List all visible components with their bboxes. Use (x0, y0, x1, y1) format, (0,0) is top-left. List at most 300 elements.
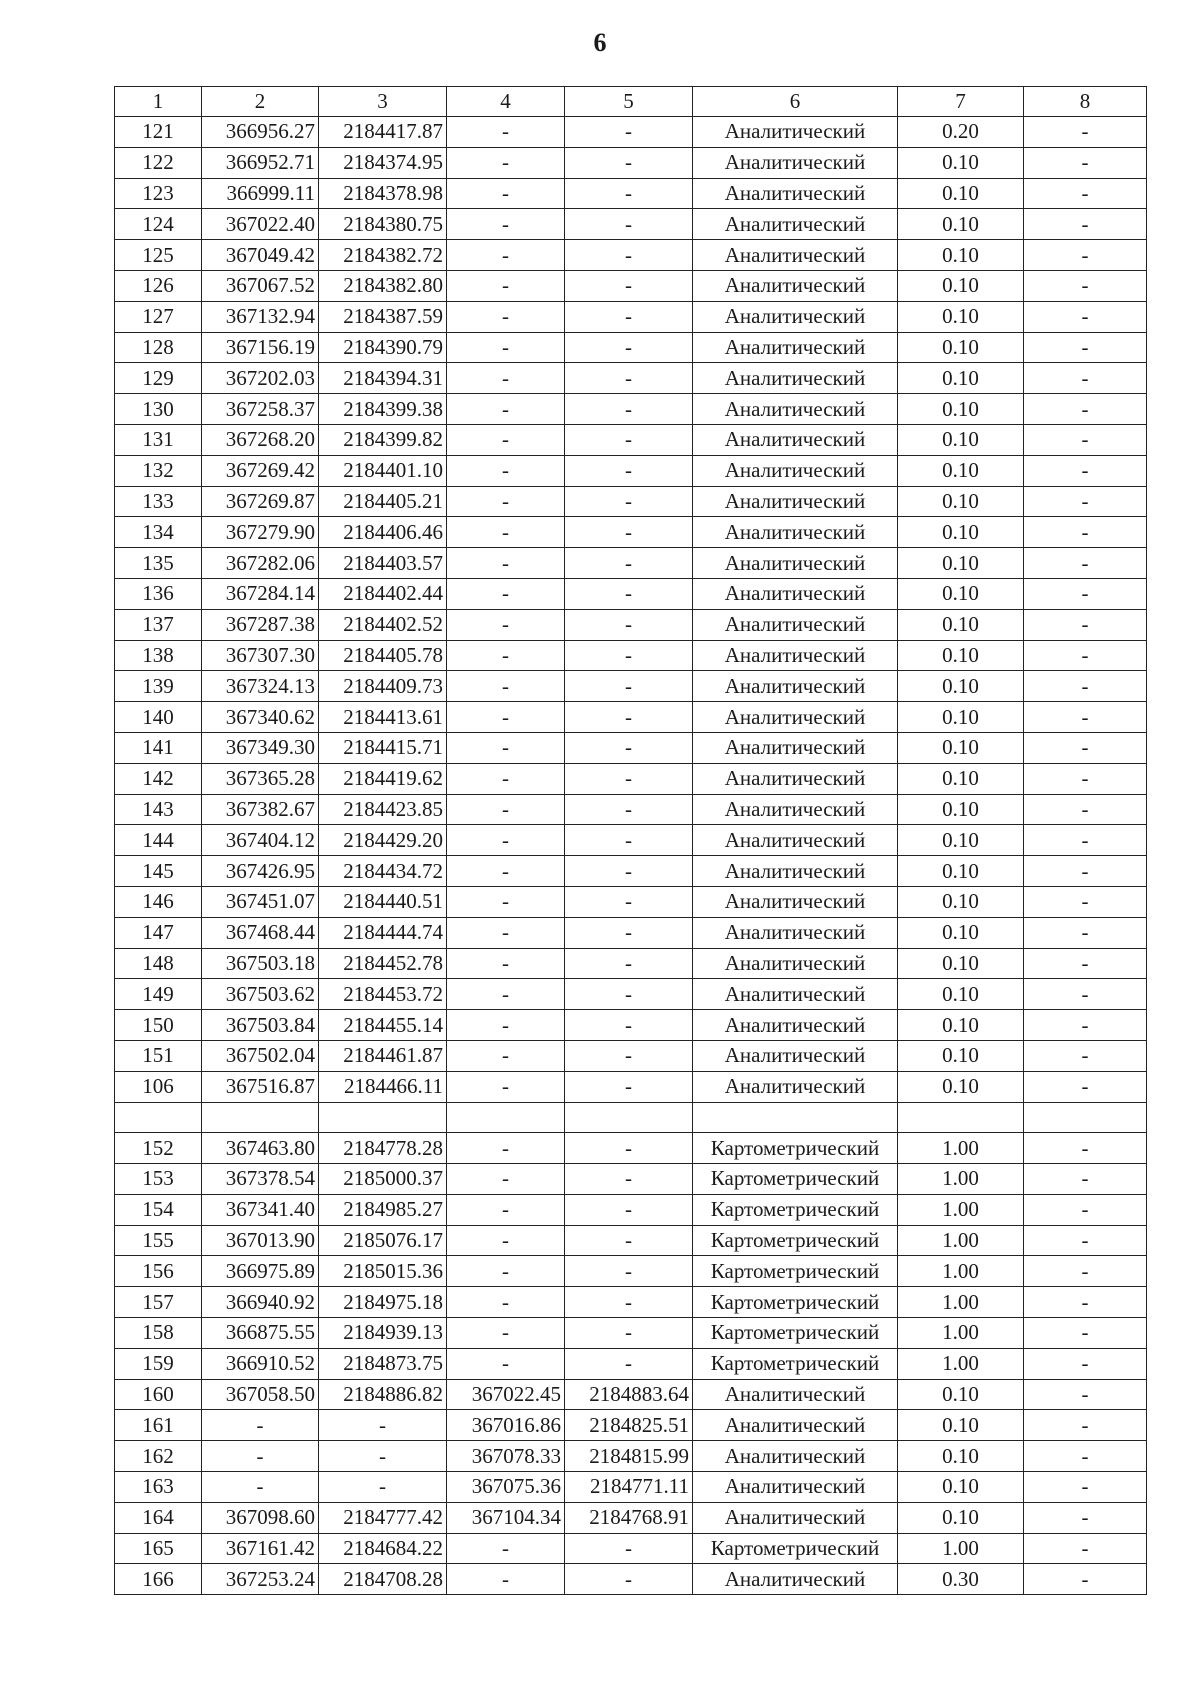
point-number-cell: 140 (115, 702, 202, 733)
table-row (115, 1410, 1147, 1441)
x-coordinate-cell: 367279.90 (202, 517, 319, 548)
x-new-cell: - (447, 270, 565, 301)
point-number-cell: 129 (115, 363, 202, 394)
method-cell: Аналитический (693, 825, 898, 856)
x-coordinate-cell: 367349.30 (202, 732, 319, 763)
method-cell: Аналитический (693, 578, 898, 609)
x-coordinate-cell: 366875.55 (202, 1318, 319, 1349)
coordinates-table-container (114, 86, 1146, 1595)
x-coordinate-cell: - (202, 1410, 319, 1441)
x-new-cell: - (447, 1194, 565, 1225)
y-new-cell: - (565, 1040, 693, 1071)
y-new-cell: - (565, 763, 693, 794)
point-number-cell: 151 (115, 1040, 202, 1071)
table-row (115, 886, 1147, 917)
method-cell: Аналитический (693, 178, 898, 209)
x-new-cell: - (447, 1164, 565, 1195)
y-coordinate-cell: 2184417.87 (319, 117, 447, 148)
x-new-cell: - (447, 948, 565, 979)
x-new-cell: - (447, 1071, 565, 1102)
method-cell: Аналитический (693, 1010, 898, 1041)
y-coordinate-cell: 2184390.79 (319, 332, 447, 363)
accuracy-cell: 0.10 (898, 455, 1024, 486)
y-coordinate-cell: 2184939.13 (319, 1318, 447, 1349)
method-cell: Аналитический (693, 671, 898, 702)
x-new-cell: - (447, 763, 565, 794)
y-new-cell: - (565, 702, 693, 733)
x-coordinate-cell: 367098.60 (202, 1502, 319, 1533)
point-number-cell: 142 (115, 763, 202, 794)
point-number-cell: 165 (115, 1533, 202, 1564)
y-new-cell: - (565, 424, 693, 455)
accuracy-cell: 0.10 (898, 1441, 1024, 1472)
x-new-cell: - (447, 671, 565, 702)
point-number-cell: 146 (115, 886, 202, 917)
method-cell: Аналитический (693, 1410, 898, 1441)
table-row (115, 147, 1147, 178)
table-row (115, 856, 1147, 887)
y-coordinate-cell: 2184399.38 (319, 394, 447, 425)
table-body (115, 117, 1147, 1595)
y-new-cell: - (565, 178, 693, 209)
method-cell: Аналитический (693, 363, 898, 394)
note-cell: - (1024, 1533, 1147, 1564)
accuracy-cell: 0.10 (898, 486, 1024, 517)
y-new-cell: 2184768.91 (565, 1502, 693, 1533)
table-row (115, 1287, 1147, 1318)
table-row (115, 1441, 1147, 1472)
accuracy-cell: 0.10 (898, 732, 1024, 763)
x-new-cell: - (447, 517, 565, 548)
y-coordinate-cell: 2184453.72 (319, 979, 447, 1010)
table-row (115, 763, 1147, 794)
x-new-cell: - (447, 332, 565, 363)
x-new-cell: - (447, 856, 565, 887)
table-row (115, 363, 1147, 394)
accuracy-cell: 0.30 (898, 1564, 1024, 1595)
note-cell: - (1024, 517, 1147, 548)
point-number-cell: 137 (115, 609, 202, 640)
x-coordinate-cell: 367253.24 (202, 1564, 319, 1595)
method-cell: Картометрический (693, 1318, 898, 1349)
note-cell: - (1024, 1256, 1147, 1287)
accuracy-cell: 0.10 (898, 332, 1024, 363)
note-cell: - (1024, 578, 1147, 609)
table-row (115, 1379, 1147, 1410)
table-row (115, 1318, 1147, 1349)
accuracy-cell: 0.10 (898, 1379, 1024, 1410)
x-coordinate-cell: 367378.54 (202, 1164, 319, 1195)
note-cell: - (1024, 332, 1147, 363)
method-cell: Аналитический (693, 301, 898, 332)
accuracy-cell: 0.10 (898, 1410, 1024, 1441)
y-coordinate-cell: 2184409.73 (319, 671, 447, 702)
x-new-cell: - (447, 147, 565, 178)
y-coordinate-cell: 2184444.74 (319, 917, 447, 948)
x-coordinate-cell: 367067.52 (202, 270, 319, 301)
y-new-cell: - (565, 917, 693, 948)
note-cell: - (1024, 1472, 1147, 1503)
method-cell: Аналитический (693, 1040, 898, 1071)
column-header: 2 (202, 87, 319, 117)
accuracy-cell: 0.10 (898, 702, 1024, 733)
method-cell: Аналитический (693, 1502, 898, 1533)
method-cell: Картометрический (693, 1287, 898, 1318)
table-row (115, 609, 1147, 640)
accuracy-cell: 1.00 (898, 1225, 1024, 1256)
note-cell: - (1024, 671, 1147, 702)
y-coordinate-cell: 2184985.27 (319, 1194, 447, 1225)
table-row (115, 1472, 1147, 1503)
table-row (115, 394, 1147, 425)
table-row (115, 1348, 1147, 1379)
point-number-cell (115, 1102, 202, 1133)
table-row (115, 825, 1147, 856)
y-new-cell: 2184883.64 (565, 1379, 693, 1410)
method-cell: Аналитический (693, 609, 898, 640)
method-cell: Аналитический (693, 270, 898, 301)
point-number-cell: 128 (115, 332, 202, 363)
table-row (115, 1194, 1147, 1225)
point-number-cell: 145 (115, 856, 202, 887)
table-row (115, 1225, 1147, 1256)
x-coordinate-cell: 366910.52 (202, 1348, 319, 1379)
accuracy-cell: 0.10 (898, 825, 1024, 856)
accuracy-cell: 0.10 (898, 763, 1024, 794)
note-cell: - (1024, 794, 1147, 825)
table-row (115, 917, 1147, 948)
point-number-cell: 130 (115, 394, 202, 425)
note-cell: - (1024, 1010, 1147, 1041)
x-new-cell: - (447, 240, 565, 271)
y-new-cell: - (565, 1318, 693, 1349)
table-row (115, 1010, 1147, 1041)
y-coordinate-cell: 2184777.42 (319, 1502, 447, 1533)
y-coordinate-cell: 2184440.51 (319, 886, 447, 917)
x-new-cell: - (447, 178, 565, 209)
point-number-cell: 123 (115, 178, 202, 209)
x-coordinate-cell: - (202, 1441, 319, 1472)
table-row (115, 209, 1147, 240)
method-cell: Аналитический (693, 486, 898, 517)
note-cell: - (1024, 455, 1147, 486)
point-number-cell: 141 (115, 732, 202, 763)
y-coordinate-cell: 2184975.18 (319, 1287, 447, 1318)
point-number-cell: 124 (115, 209, 202, 240)
note-cell: - (1024, 732, 1147, 763)
table-row (115, 424, 1147, 455)
y-new-cell: - (565, 1256, 693, 1287)
note-cell: - (1024, 886, 1147, 917)
x-new-cell: - (447, 825, 565, 856)
y-coordinate-cell: 2185015.36 (319, 1256, 447, 1287)
column-header: 4 (447, 87, 565, 117)
table-row (115, 948, 1147, 979)
y-coordinate-cell: 2184405.78 (319, 640, 447, 671)
x-new-cell: - (447, 209, 565, 240)
x-coordinate-cell: 367404.12 (202, 825, 319, 856)
x-coordinate-cell: 367502.04 (202, 1040, 319, 1071)
method-cell: Аналитический (693, 732, 898, 763)
accuracy-cell: 0.10 (898, 671, 1024, 702)
accuracy-cell: 0.10 (898, 394, 1024, 425)
y-new-cell: - (565, 609, 693, 640)
table-row (115, 117, 1147, 148)
x-new-cell: - (447, 424, 565, 455)
point-number-cell: 126 (115, 270, 202, 301)
note-cell: - (1024, 178, 1147, 209)
point-number-cell: 139 (115, 671, 202, 702)
table-row (115, 640, 1147, 671)
y-coordinate-cell: 2184403.57 (319, 548, 447, 579)
x-new-cell: - (447, 363, 565, 394)
accuracy-cell: 0.10 (898, 609, 1024, 640)
note-cell: - (1024, 486, 1147, 517)
point-number-cell: 155 (115, 1225, 202, 1256)
x-coordinate-cell: 367058.50 (202, 1379, 319, 1410)
table-row (115, 671, 1147, 702)
note-cell: - (1024, 948, 1147, 979)
table-row (115, 270, 1147, 301)
x-new-cell: - (447, 1010, 565, 1041)
accuracy-cell: 0.10 (898, 147, 1024, 178)
x-coordinate-cell: 367202.03 (202, 363, 319, 394)
x-new-cell: - (447, 1287, 565, 1318)
y-coordinate-cell: 2184886.82 (319, 1379, 447, 1410)
point-number-cell: 131 (115, 424, 202, 455)
y-new-cell: 2184771.11 (565, 1472, 693, 1503)
accuracy-cell: 0.10 (898, 1502, 1024, 1533)
column-header: 7 (898, 87, 1024, 117)
x-new-cell: 367078.33 (447, 1441, 565, 1472)
y-new-cell: - (565, 301, 693, 332)
y-new-cell: - (565, 332, 693, 363)
method-cell: Аналитический (693, 1441, 898, 1472)
y-coordinate-cell: 2184402.52 (319, 609, 447, 640)
accuracy-cell: 1.00 (898, 1318, 1024, 1349)
note-cell: - (1024, 1164, 1147, 1195)
y-coordinate-cell: 2184452.78 (319, 948, 447, 979)
y-new-cell: - (565, 794, 693, 825)
y-coordinate-cell: 2184708.28 (319, 1564, 447, 1595)
accuracy-cell (898, 1102, 1024, 1133)
accuracy-cell: 0.10 (898, 301, 1024, 332)
y-coordinate-cell: 2184413.61 (319, 702, 447, 733)
y-coordinate-cell: 2184455.14 (319, 1010, 447, 1041)
y-new-cell: - (565, 1533, 693, 1564)
x-coordinate-cell: 367132.94 (202, 301, 319, 332)
point-number-cell: 106 (115, 1071, 202, 1102)
note-cell: - (1024, 209, 1147, 240)
x-new-cell: - (447, 1348, 565, 1379)
x-coordinate-cell: 367268.20 (202, 424, 319, 455)
method-cell: Аналитический (693, 702, 898, 733)
table-row (115, 1533, 1147, 1564)
point-number-cell: 149 (115, 979, 202, 1010)
x-coordinate-cell (202, 1102, 319, 1133)
y-coordinate-cell: - (319, 1441, 447, 1472)
y-new-cell: - (565, 948, 693, 979)
y-coordinate-cell: 2184378.98 (319, 178, 447, 209)
x-coordinate-cell: 367426.95 (202, 856, 319, 887)
x-coordinate-cell: 367282.06 (202, 548, 319, 579)
note-cell: - (1024, 1194, 1147, 1225)
x-new-cell: - (447, 455, 565, 486)
x-coordinate-cell: 367049.42 (202, 240, 319, 271)
point-number-cell: 127 (115, 301, 202, 332)
x-new-cell: 367075.36 (447, 1472, 565, 1503)
y-new-cell: - (565, 363, 693, 394)
note-cell: - (1024, 1379, 1147, 1410)
note-cell: - (1024, 1225, 1147, 1256)
y-coordinate-cell: 2184374.95 (319, 147, 447, 178)
method-cell: Аналитический (693, 794, 898, 825)
note-cell: - (1024, 548, 1147, 579)
method-cell: Аналитический (693, 886, 898, 917)
x-new-cell: - (447, 117, 565, 148)
y-new-cell: - (565, 1225, 693, 1256)
table-row (115, 301, 1147, 332)
x-coordinate-cell: 367503.84 (202, 1010, 319, 1041)
note-cell: - (1024, 1502, 1147, 1533)
y-coordinate-cell: 2184434.72 (319, 856, 447, 887)
note-cell: - (1024, 147, 1147, 178)
y-new-cell: - (565, 1348, 693, 1379)
x-new-cell: - (447, 394, 565, 425)
point-number-cell: 134 (115, 517, 202, 548)
y-coordinate-cell: 2184778.28 (319, 1133, 447, 1164)
note-cell: - (1024, 609, 1147, 640)
x-coordinate-cell: 367269.42 (202, 455, 319, 486)
accuracy-cell: 0.10 (898, 1040, 1024, 1071)
column-header: 1 (115, 87, 202, 117)
y-new-cell: - (565, 394, 693, 425)
note-cell: - (1024, 363, 1147, 394)
x-new-cell: - (447, 578, 565, 609)
x-new-cell: - (447, 1225, 565, 1256)
accuracy-cell: 0.10 (898, 578, 1024, 609)
note-cell: - (1024, 1410, 1147, 1441)
table-row (115, 979, 1147, 1010)
page-number: 6 (593, 28, 607, 57)
y-coordinate-cell (319, 1102, 447, 1133)
accuracy-cell: 0.10 (898, 424, 1024, 455)
accuracy-cell: 1.00 (898, 1164, 1024, 1195)
x-new-cell: - (447, 1564, 565, 1595)
y-new-cell: - (565, 671, 693, 702)
x-coordinate-cell: 367451.07 (202, 886, 319, 917)
table-row (115, 1256, 1147, 1287)
method-cell: Аналитический (693, 917, 898, 948)
y-coordinate-cell: 2184415.71 (319, 732, 447, 763)
point-number-cell: 161 (115, 1410, 202, 1441)
x-coordinate-cell: 367258.37 (202, 394, 319, 425)
accuracy-cell: 1.00 (898, 1348, 1024, 1379)
y-coordinate-cell: 2184429.20 (319, 825, 447, 856)
point-number-cell: 121 (115, 117, 202, 148)
y-coordinate-cell: 2184466.11 (319, 1071, 447, 1102)
accuracy-cell: 1.00 (898, 1194, 1024, 1225)
x-new-cell: - (447, 1318, 565, 1349)
column-header: 6 (693, 87, 898, 117)
x-new-cell: - (447, 794, 565, 825)
note-cell: - (1024, 1287, 1147, 1318)
accuracy-cell: 0.10 (898, 1010, 1024, 1041)
y-new-cell: - (565, 486, 693, 517)
note-cell: - (1024, 702, 1147, 733)
method-cell: Аналитический (693, 856, 898, 887)
note-cell: - (1024, 117, 1147, 148)
method-cell: Картометрический (693, 1225, 898, 1256)
method-cell: Аналитический (693, 209, 898, 240)
table-row (115, 578, 1147, 609)
x-new-cell: 367104.34 (447, 1502, 565, 1533)
y-new-cell: - (565, 578, 693, 609)
column-header: 3 (319, 87, 447, 117)
method-cell: Аналитический (693, 424, 898, 455)
method-cell: Аналитический (693, 1564, 898, 1595)
method-cell: Аналитический (693, 979, 898, 1010)
note-cell (1024, 1102, 1147, 1133)
y-new-cell (565, 1102, 693, 1133)
table-row (115, 486, 1147, 517)
y-coordinate-cell: 2184461.87 (319, 1040, 447, 1071)
table-row (115, 1071, 1147, 1102)
method-cell: Аналитический (693, 1379, 898, 1410)
method-cell: Картометрический (693, 1133, 898, 1164)
table-row (115, 455, 1147, 486)
note-cell: - (1024, 640, 1147, 671)
x-coordinate-cell: 366940.92 (202, 1287, 319, 1318)
x-coordinate-cell: 367463.80 (202, 1133, 319, 1164)
x-new-cell: 367016.86 (447, 1410, 565, 1441)
point-number-cell: 132 (115, 455, 202, 486)
note-cell: - (1024, 424, 1147, 455)
y-new-cell: - (565, 886, 693, 917)
note-cell: - (1024, 1071, 1147, 1102)
point-number-cell: 135 (115, 548, 202, 579)
y-new-cell: - (565, 825, 693, 856)
method-cell: Аналитический (693, 147, 898, 178)
table-row (115, 702, 1147, 733)
table-row (115, 1502, 1147, 1533)
x-new-cell: - (447, 979, 565, 1010)
point-number-cell: 154 (115, 1194, 202, 1225)
x-coordinate-cell: 367284.14 (202, 578, 319, 609)
y-new-cell: - (565, 517, 693, 548)
y-new-cell: - (565, 1194, 693, 1225)
y-new-cell: - (565, 979, 693, 1010)
y-new-cell: - (565, 1564, 693, 1595)
y-new-cell: - (565, 732, 693, 763)
coordinates-table (114, 86, 1147, 1595)
note-cell: - (1024, 825, 1147, 856)
y-coordinate-cell: 2185076.17 (319, 1225, 447, 1256)
x-coordinate-cell: 367468.44 (202, 917, 319, 948)
y-coordinate-cell: 2184382.80 (319, 270, 447, 301)
method-cell: Аналитический (693, 763, 898, 794)
method-cell: Аналитический (693, 394, 898, 425)
point-number-cell: 148 (115, 948, 202, 979)
point-number-cell: 122 (115, 147, 202, 178)
accuracy-cell: 0.10 (898, 886, 1024, 917)
accuracy-cell: 0.10 (898, 548, 1024, 579)
x-new-cell (447, 1102, 565, 1133)
table-row (115, 517, 1147, 548)
point-number-cell: 144 (115, 825, 202, 856)
table-row (115, 178, 1147, 209)
x-coordinate-cell: 366999.11 (202, 178, 319, 209)
